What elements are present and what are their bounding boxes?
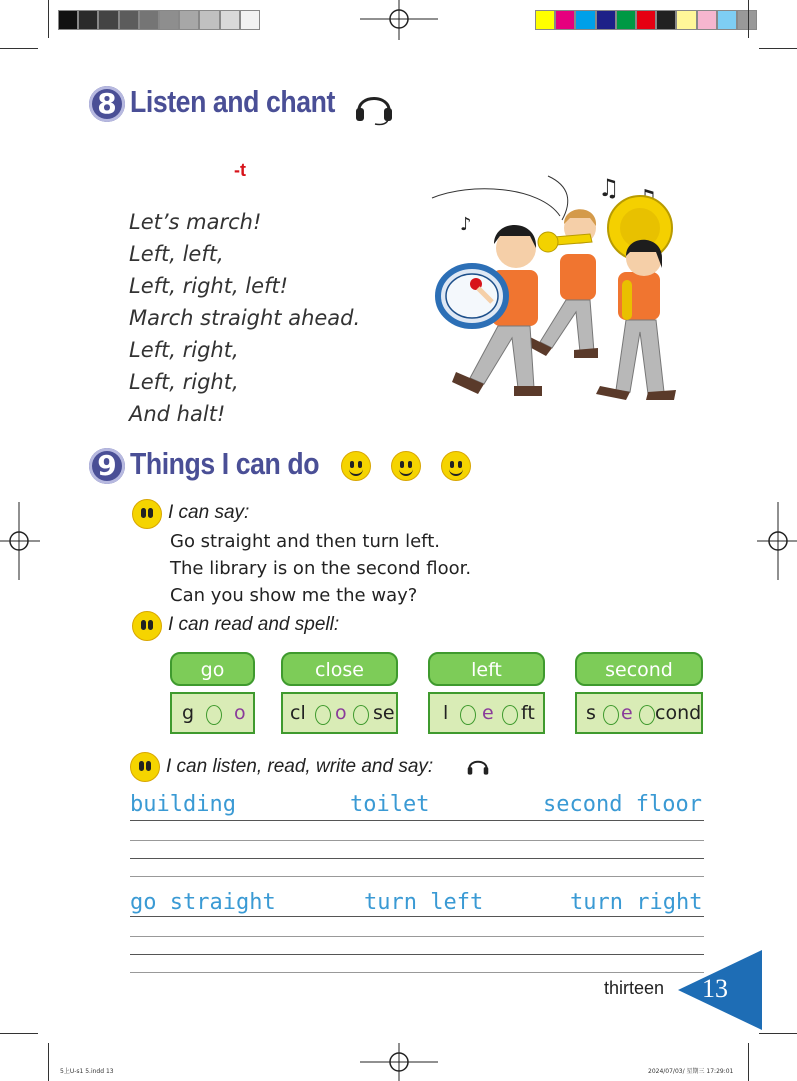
chant-line-5: Left, right, bbox=[129, 338, 239, 362]
slug-left: 5上U-s1 5.indd 13 bbox=[60, 1068, 114, 1075]
smiley-face-icon bbox=[341, 451, 371, 481]
svg-text:♫: ♫ bbox=[598, 174, 620, 202]
page-number: 13 bbox=[702, 974, 728, 1003]
chant-line-1: Let’s march! bbox=[129, 210, 262, 234]
color-bar bbox=[535, 10, 757, 28]
chant-line-3: Left, right, left! bbox=[129, 274, 289, 298]
can-say-line-1: Go straight and then turn left. bbox=[170, 531, 440, 552]
puzzle-knob bbox=[353, 705, 369, 725]
color-swatch bbox=[555, 10, 575, 30]
color-swatch bbox=[697, 10, 717, 30]
face-icon bbox=[132, 499, 162, 529]
smiley-face-icon bbox=[441, 451, 471, 481]
grayscale-bar bbox=[58, 10, 260, 28]
can-say-line-2: The library is on the second floor. bbox=[170, 558, 472, 579]
write-word-turn-left: turn left bbox=[364, 890, 484, 915]
color-swatch bbox=[179, 10, 199, 30]
puzzle-left bbox=[428, 692, 545, 734]
color-swatch bbox=[616, 10, 636, 30]
chant-line-2: Left, left, bbox=[129, 242, 224, 266]
color-swatch bbox=[119, 10, 139, 30]
headphones-icon bbox=[466, 754, 490, 778]
writing-rule bbox=[130, 954, 704, 955]
puzzle-knob bbox=[206, 705, 222, 725]
color-swatch bbox=[98, 10, 118, 30]
writing-rule bbox=[130, 936, 704, 937]
puzzle-part-vowel: e bbox=[621, 702, 633, 724]
puzzle-part: ft bbox=[521, 702, 535, 724]
write-word-toilet: toilet bbox=[350, 792, 430, 817]
color-swatch bbox=[159, 10, 179, 30]
writing-rule bbox=[130, 820, 704, 821]
puzzle-close bbox=[281, 692, 398, 734]
color-swatch bbox=[717, 10, 737, 30]
registration-mark-bottom bbox=[360, 1043, 438, 1081]
chant-line-7: And halt! bbox=[129, 402, 226, 426]
spell-word-left: left bbox=[428, 652, 545, 686]
writing-rule bbox=[130, 858, 704, 859]
section-title-things-i-can-do: Things I can do bbox=[130, 446, 320, 481]
spell-word-close: close bbox=[281, 652, 398, 686]
color-swatch bbox=[78, 10, 98, 30]
color-swatch bbox=[656, 10, 676, 30]
puzzle-part: g bbox=[182, 702, 195, 724]
puzzle-part-vowel: o bbox=[234, 702, 246, 724]
write-word-turn-right: turn right bbox=[570, 890, 703, 915]
spell-word-go: go bbox=[170, 652, 255, 686]
puzzle-knob bbox=[639, 705, 655, 725]
registration-mark-top bbox=[360, 0, 438, 40]
page-word: thirteen bbox=[604, 978, 665, 998]
section-title-listen-and-chant: Listen and chant bbox=[130, 84, 335, 119]
chant-line-4: March straight ahead. bbox=[129, 306, 361, 330]
can-say-label: I can say: bbox=[168, 502, 250, 523]
writing-rule bbox=[130, 972, 704, 973]
smiley-face-icon bbox=[391, 451, 421, 481]
puzzle-knob bbox=[460, 705, 476, 725]
writing-rule bbox=[130, 876, 704, 877]
color-swatch bbox=[575, 10, 595, 30]
color-swatch bbox=[636, 10, 656, 30]
write-word-building: building bbox=[130, 792, 236, 817]
puzzle-knob bbox=[502, 705, 518, 725]
svg-text:♪: ♪ bbox=[460, 214, 472, 235]
color-swatch bbox=[220, 10, 240, 30]
face-icon bbox=[132, 611, 162, 641]
marching-band-illustration bbox=[430, 172, 690, 412]
color-swatch bbox=[737, 10, 757, 30]
puzzle-part-vowel: o bbox=[335, 702, 347, 724]
slug-right: 2024/07/03/ 星期三 17:29:01 bbox=[648, 1068, 734, 1075]
puzzle-part: cl bbox=[290, 702, 306, 724]
puzzle-knob bbox=[603, 705, 619, 725]
can-listen-label: I can listen, read, write and say: bbox=[166, 756, 434, 777]
puzzle-part: se bbox=[373, 702, 395, 724]
color-swatch bbox=[139, 10, 159, 30]
chant-line-6: Left, right, bbox=[129, 370, 239, 394]
spell-word-second: second bbox=[575, 652, 703, 686]
face-icon bbox=[130, 752, 160, 782]
puzzle-part: l bbox=[443, 702, 449, 724]
write-word-go-straight: go straight bbox=[130, 890, 276, 915]
writing-rule bbox=[130, 916, 704, 917]
writing-rule bbox=[130, 840, 704, 841]
can-say-line-3: Can you show me the way? bbox=[170, 585, 418, 606]
color-swatch bbox=[199, 10, 219, 30]
registration-mark-left bbox=[0, 502, 40, 580]
color-swatch bbox=[676, 10, 696, 30]
color-swatch bbox=[240, 10, 260, 30]
registration-mark-right bbox=[757, 502, 797, 580]
color-swatch bbox=[58, 10, 78, 30]
color-swatch bbox=[535, 10, 555, 30]
puzzle-part: cond bbox=[655, 702, 702, 724]
section-number-9: 9 bbox=[89, 448, 125, 484]
puzzle-part: s bbox=[586, 702, 596, 724]
puzzle-second bbox=[575, 692, 703, 734]
color-swatch bbox=[596, 10, 616, 30]
section-number-8: 8 bbox=[89, 86, 125, 122]
headphones-icon bbox=[353, 86, 395, 126]
puzzle-part-vowel: e bbox=[482, 702, 494, 724]
puzzle-go bbox=[170, 692, 255, 734]
puzzle-knob bbox=[315, 705, 331, 725]
can-read-label: I can read and spell: bbox=[168, 614, 340, 635]
write-word-second-floor: second floor bbox=[543, 792, 702, 817]
phonics-hint: -t bbox=[234, 160, 246, 180]
